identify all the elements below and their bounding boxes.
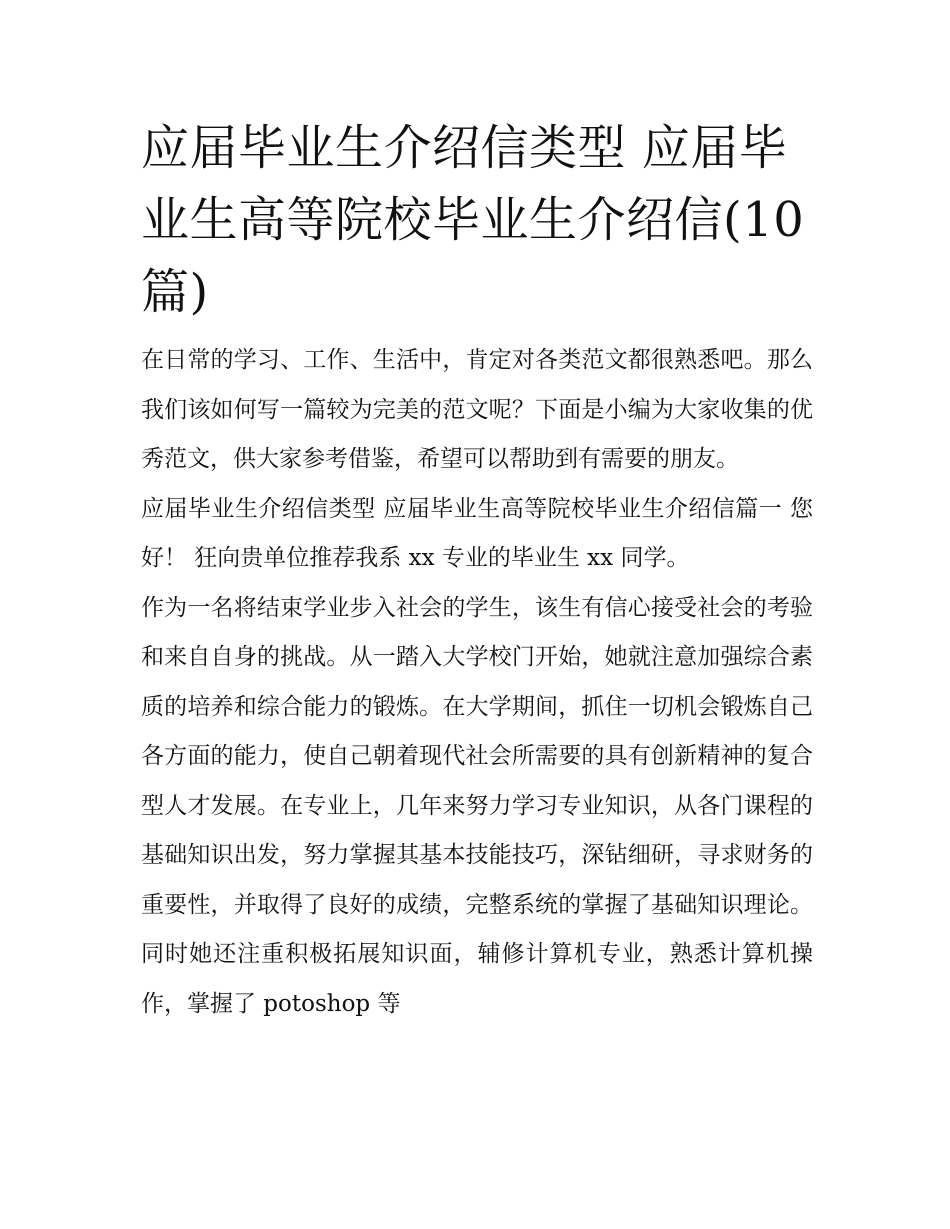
document-body [141, 112, 813, 1029]
document-title: 应届毕业生介绍信类型 应届毕业生高等院校毕业生介绍信(10篇) [141, 120, 805, 320]
recommendation-paragraph: 作为一名将结束学业步入社会的学生，该生有信心接受社会的考验和来自自身的挑战。从一踏入大学校门开始，她就注意加强综合素质的培养和综合能力的锻炼。在大学期间，抓住一切机会锻炼自己各方面的能力，使自己朝着现代社会所需要的具有创新精神的复合型人才发展。在专业上，几年来努力学习专业知识，从各门课程的基础知识出发，努力掌握其基本技能技巧，深钻细研，寻求财务的重要性，并取得了良好的成绩，完整系统的掌握了基础知识理论。同时她还注重积极拓展知识面，辅修计算机专业，熟悉计算机操作，掌握了 potoshop 等 [141, 594, 813, 1017]
paragraph-list [141, 336, 813, 1029]
intro-paragraph: 在日常的学习、工作、生活中，肯定对各类范文都很熟悉吧。那么我们该如何写一篇较为完美的范文呢？下面是小编为大家收集的优秀范文，供大家参考借鉴，希望可以帮助到有需要的朋友。 [141, 347, 813, 472]
letter-opening-paragraph: 应届毕业生介绍信类型 应届毕业生高等院校毕业生介绍信篇一 您好！ 狂向贵单位推荐我系 xx 专业的毕业生 xx 同学。 [141, 495, 813, 571]
